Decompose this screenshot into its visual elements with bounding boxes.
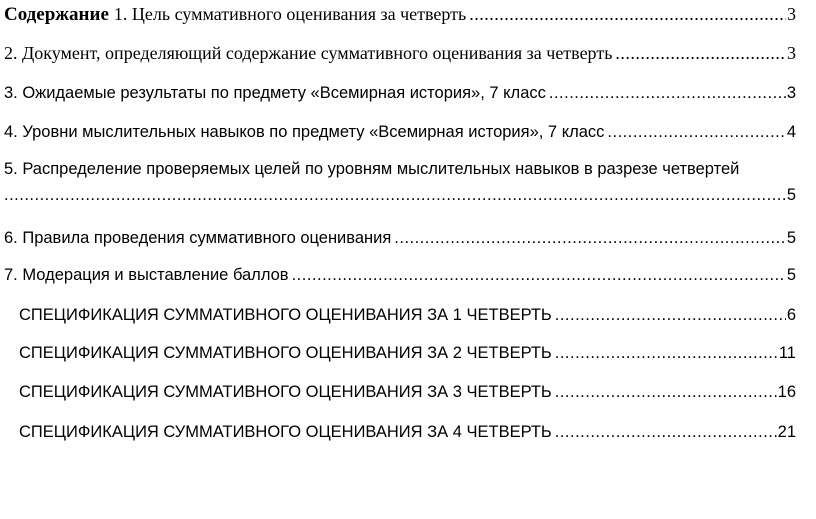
toc-entry-7[interactable] <box>4 266 796 285</box>
dot-leader <box>555 306 786 325</box>
toc-entry-text: 5. Распределение проверяемых целей по уровням мыслительных навыков в разрезе четвертей <box>4 160 740 178</box>
dot-leader <box>4 186 786 205</box>
toc-entry-text: СПЕЦИФИКАЦИЯ СУММАТИВНОГО ОЦЕНИВАНИЯ ЗА 4 ЧЕТВЕРТЬ <box>19 423 552 441</box>
toc-page-number: 6 <box>786 306 796 324</box>
dot-leader <box>292 266 786 285</box>
toc-entry-1[interactable] <box>4 4 796 26</box>
toc-page-number: 5 <box>786 266 796 284</box>
toc-page-number: 3 <box>787 43 796 63</box>
toc-entry-5-continuation[interactable] <box>4 186 796 205</box>
toc-entry-text: СПЕЦИФИКАЦИЯ СУММАТИВНОГО ОЦЕНИВАНИЯ ЗА 3 ЧЕТВЕРТЬ <box>19 383 552 401</box>
toc-entry-text: СПЕЦИФИКАЦИЯ СУММАТИВНОГО ОЦЕНИВАНИЯ ЗА 1 ЧЕТВЕРТЬ <box>19 306 552 324</box>
toc-entry-text: СПЕЦИФИКАЦИЯ СУММАТИВНОГО ОЦЕНИВАНИЯ ЗА 2 ЧЕТВЕРТЬ <box>19 344 552 362</box>
toc-entry-text: 4. Уровни мыслительных навыков по предмету «Всемирная история», 7 класс <box>4 123 605 141</box>
toc-page-number: 11 <box>778 344 796 362</box>
toc-entry-2[interactable] <box>4 43 796 64</box>
dot-leader <box>607 123 785 142</box>
dot-leader <box>615 43 786 64</box>
toc-entry-spec-3[interactable] <box>19 383 796 402</box>
toc-page-number: 5 <box>786 186 796 204</box>
toc-page-number: 5 <box>786 229 796 247</box>
toc-page-number: 21 <box>777 423 796 441</box>
toc-entry-6[interactable] <box>4 229 796 248</box>
dot-leader <box>549 84 786 103</box>
toc-entry-text: 1. Цель суммативного оценивания за четверть <box>113 4 467 24</box>
toc-heading: Содержание <box>4 4 109 25</box>
toc-page-number: 3 <box>787 4 796 24</box>
toc-entry-spec-1[interactable] <box>19 306 796 325</box>
dot-leader <box>555 423 777 442</box>
dot-leader <box>394 229 786 248</box>
toc-entry-spec-2[interactable] <box>19 344 796 363</box>
toc-entry-spec-4[interactable] <box>19 423 796 442</box>
toc-entry-text: 6. Правила проведения суммативного оценивания <box>4 229 392 247</box>
toc-page-number: 16 <box>777 383 796 401</box>
toc-entry-5[interactable] <box>4 160 796 179</box>
toc-entry-3[interactable] <box>4 84 796 103</box>
toc-page-number: 4 <box>786 123 796 141</box>
toc-entry-text: 2. Документ, определяющий содержание суммативного оценивания за четверть <box>4 43 613 63</box>
dot-leader <box>555 383 777 402</box>
toc-entry-text: 3. Ожидаемые результаты по предмету «Всемирная история», 7 класс <box>4 84 546 102</box>
toc-entry-text: 7. Модерация и выставление баллов <box>4 266 289 284</box>
dot-leader <box>469 4 786 25</box>
dot-leader <box>555 344 778 363</box>
toc-entry-4[interactable] <box>4 123 796 142</box>
toc-page-number: 3 <box>786 84 796 102</box>
